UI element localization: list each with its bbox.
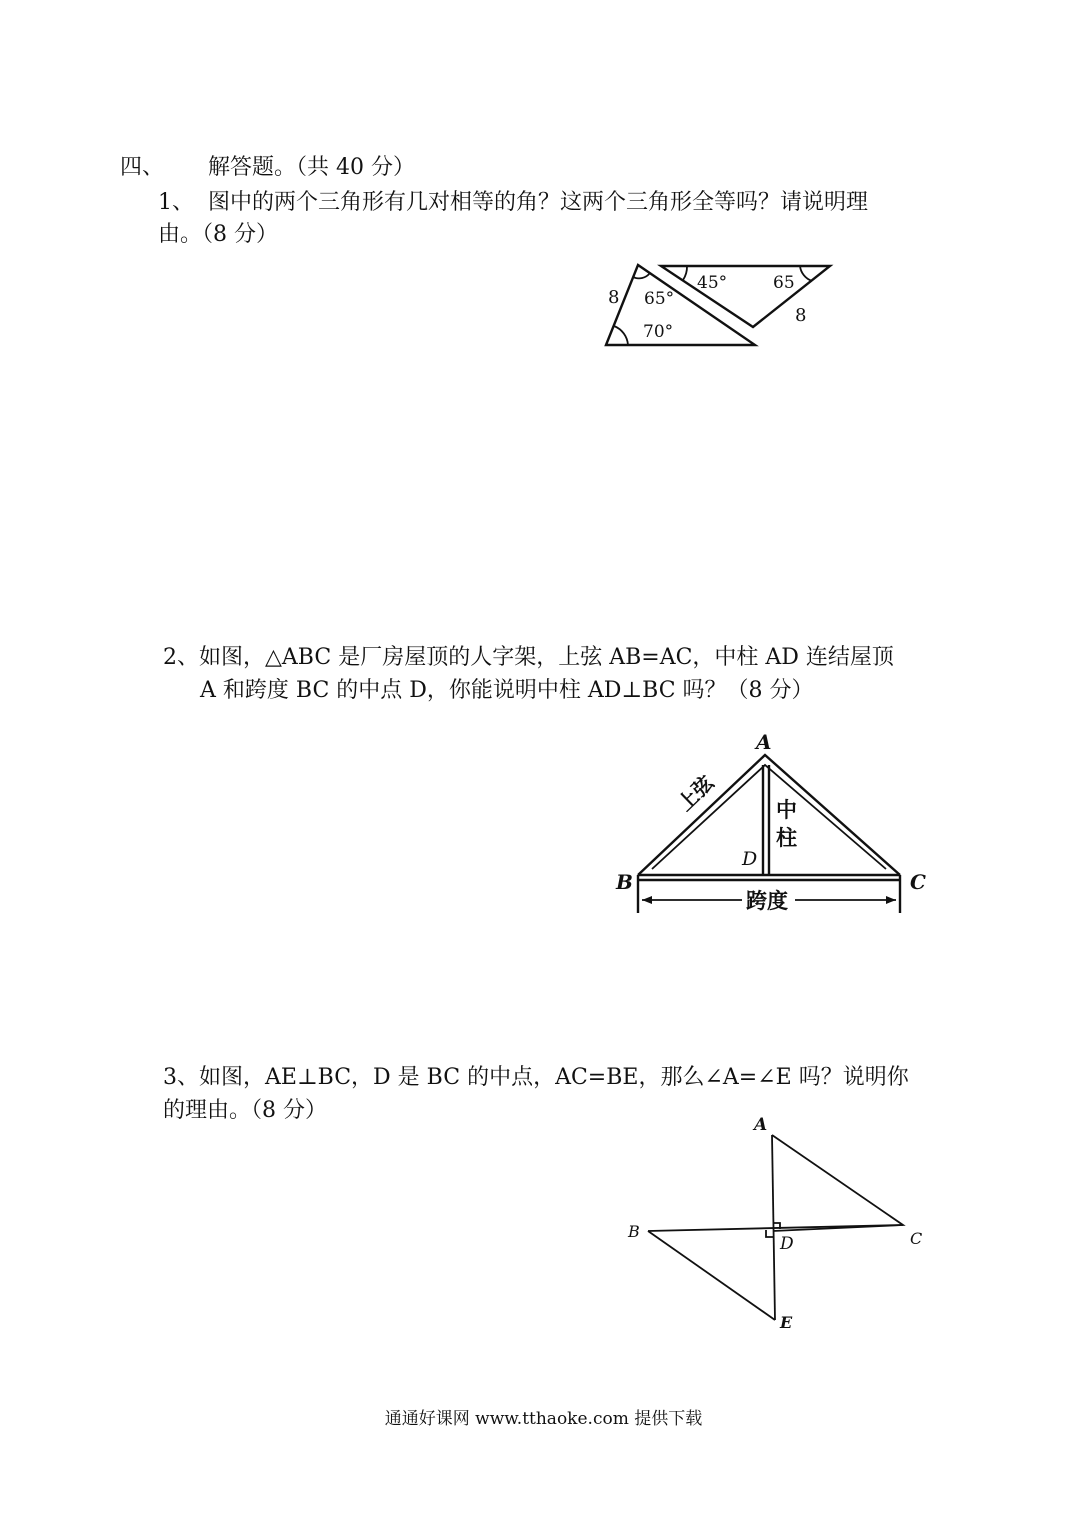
section-number: 四、 bbox=[120, 155, 165, 180]
label-a: A bbox=[754, 1115, 768, 1135]
question-1-text-line2: 由。（8 分） bbox=[158, 222, 278, 247]
left-triangle bbox=[606, 265, 755, 345]
question-3-text-line1: 3、如图，AE⊥BC，D 是 BC 的中点，AC=BE，那么∠A=∠E 吗？说明你 bbox=[163, 1065, 909, 1090]
label-d: D bbox=[780, 1234, 794, 1254]
right-angle-arc-left bbox=[683, 266, 687, 280]
right-angle-mark bbox=[766, 1230, 773, 1237]
right-side-label: 8 bbox=[795, 305, 807, 326]
label-b: B bbox=[628, 1222, 640, 1241]
footer-text: 通通好课网 www.tthaoke.com 提供下载 bbox=[384, 1409, 703, 1429]
question-3-figure bbox=[620, 1110, 940, 1340]
label-d: D bbox=[742, 848, 758, 870]
label-b: B bbox=[616, 870, 633, 894]
span-arrowhead-right bbox=[886, 896, 896, 904]
question-2-text-line1: 2、如图，△ABC 是厂房屋顶的人字架，上弦 AB=AC，中柱 AD 连结屋顶 bbox=[163, 645, 894, 670]
left-angle-arc-bottom bbox=[614, 326, 628, 345]
label-center-post-2: 柱 bbox=[776, 825, 797, 850]
right-angle-right-label: 65 bbox=[773, 273, 795, 293]
label-upper-chord: 上弦 bbox=[672, 770, 719, 816]
label-a: A bbox=[756, 730, 772, 754]
left-angle-bottom-label: 70° bbox=[643, 322, 674, 342]
span-arrowhead-left bbox=[642, 896, 652, 904]
segment-be bbox=[648, 1231, 775, 1320]
label-center-post-1: 中 bbox=[776, 797, 797, 822]
label-span: 跨度 bbox=[746, 888, 788, 913]
right-angle-left-label: 45° bbox=[697, 273, 728, 293]
question-2-figure bbox=[610, 725, 940, 915]
segment-ac bbox=[772, 1135, 903, 1231]
question-1-figure bbox=[600, 260, 840, 352]
label-e: E bbox=[780, 1313, 793, 1332]
left-angle-top-label: 65° bbox=[644, 289, 675, 309]
question-1-number: 1、 bbox=[158, 190, 194, 215]
label-c: C bbox=[910, 870, 926, 894]
question-1-text-line1: 图中的两个三角形有几对相等的角？这两个三角形全等吗？请说明理 bbox=[208, 190, 869, 215]
question-2-text-line2: A 和跨度 BC 的中点 D，你能说明中柱 AD⊥BC 吗？（8 分） bbox=[200, 678, 814, 703]
section-title: 解答题。（共 40 分） bbox=[208, 155, 415, 180]
question-3-text-line2: 的理由。（8 分） bbox=[163, 1098, 327, 1123]
right-angle-arc-right bbox=[800, 266, 812, 281]
left-side-label: 8 bbox=[608, 287, 620, 308]
label-c: C bbox=[910, 1229, 923, 1248]
